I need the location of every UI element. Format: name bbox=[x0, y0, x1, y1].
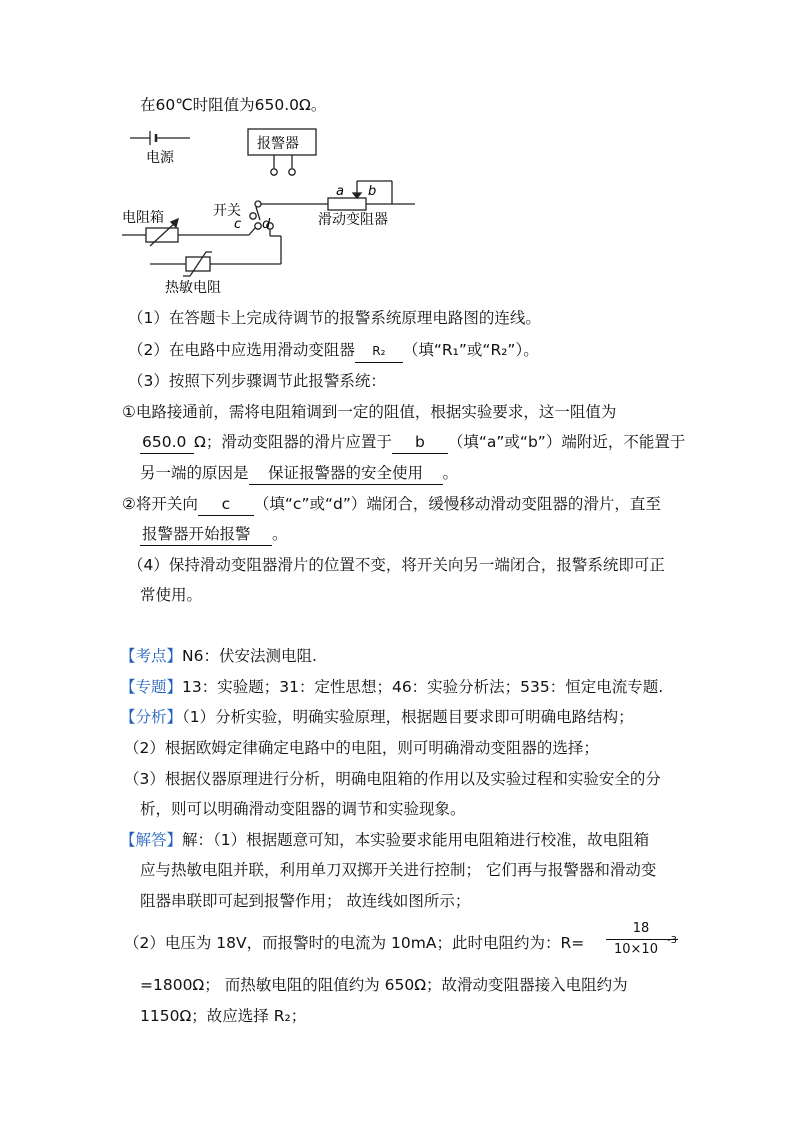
step2-text2b: 。 bbox=[272, 525, 288, 543]
fenxi-line1 bbox=[120, 706, 634, 728]
switch-label: 开关 bbox=[213, 203, 241, 219]
question-2 bbox=[128, 339, 539, 363]
step2-answer2: 报警器开始报警 bbox=[140, 523, 272, 546]
rheostat-label: 滑动变阻器 bbox=[318, 212, 388, 228]
jieda-line2: 应与热敏电阻并联，利用单刀双掷开关进行控制； 它们再与报警器和滑动变 bbox=[140, 861, 657, 879]
question-1: （1）在答题卡上完成待调节的报警系统原理电路图的连线。 bbox=[128, 309, 541, 327]
zhuanti-tag: 【专题】 bbox=[120, 678, 183, 696]
kaodian-line bbox=[120, 645, 317, 667]
alarm-label: 报警器 bbox=[257, 136, 299, 152]
question-4-line1: （4）保持滑动变阻器滑片的位置不变，将开关向另一端闭合，报警系统即可正 bbox=[128, 556, 665, 574]
fraction-numerator: 18 bbox=[632, 921, 650, 936]
step1-line3 bbox=[140, 462, 458, 485]
step2-text1a: ②将开关向 bbox=[122, 495, 198, 513]
kaodian-text: N6：伏安法测电阻. bbox=[182, 647, 317, 665]
step1-answer3: 保证报警器的安全使用 bbox=[249, 462, 443, 485]
step1-answer1: 650.0 bbox=[140, 431, 194, 454]
thermistor-label: 热敏电阻 bbox=[165, 280, 221, 296]
power-label: 电源 bbox=[146, 150, 174, 166]
q2-answer: R₂ bbox=[355, 340, 403, 363]
step1-text2b: （填“a”或“b”）端附近，不能置于 bbox=[447, 433, 686, 451]
jieda-line5: =1800Ω； 而热敏电阻的阻值约为 650Ω；故滑动变阻器接入电阻约为 bbox=[140, 976, 628, 994]
fenxi-text1: （1）分析实验，明确实验原理，根据题目要求即可明确电路结构； bbox=[182, 708, 634, 726]
fraction-exponent: -3 bbox=[667, 935, 677, 946]
intro-line: 在60℃时阻值为650.0Ω。 bbox=[140, 96, 327, 114]
step1-text3a: 另一端的原因是 bbox=[140, 464, 249, 482]
jieda-tag: 【解答】 bbox=[120, 831, 183, 849]
fenxi-line3: （3）根据仪器原理进行分析，明确电阻箱的作用以及实验过程和实验安全的分 bbox=[124, 770, 661, 788]
q2-post: （填“R₁”或“R₂”）。 bbox=[402, 341, 539, 359]
circuit-diagram bbox=[0, 120, 800, 420]
step1-line1: ①电路接通前，需将电阻箱调到一定的阻值，根据实验要求，这一阻值为 bbox=[122, 403, 617, 421]
jieda-line3: 阻器串联即可起到报警作用； 故连线如图所示； bbox=[140, 892, 471, 910]
jieda-text1: 解：（1）根据题意可知，本实验要求能用电阻箱进行校准，故电阻箱 bbox=[182, 831, 650, 849]
step2-text1b: （填“c”或“d”）端闭合，缓慢移动滑动变阻器的滑片，直至 bbox=[253, 495, 661, 513]
jieda-line1 bbox=[120, 829, 649, 851]
b-label: b bbox=[368, 184, 377, 199]
step1-answer2: b bbox=[392, 431, 448, 454]
c-label: c bbox=[234, 217, 242, 232]
question-3: （3）按照下列步骤调节此报警系统： bbox=[128, 372, 386, 390]
jieda-line4: （2）电压为 18V，而报警时的电流为 10mA；此时电阻约为：R= bbox=[124, 934, 585, 952]
zhuanti-text: 13：实验题；31：定性思想；46：实验分析法；535：恒定电流专题. bbox=[182, 678, 664, 696]
step1-text2a: Ω；滑动变阻器的滑片应置于 bbox=[194, 433, 392, 451]
step1-line2 bbox=[140, 431, 685, 454]
q2-pre: （2）在电路中应选用滑动变阻器 bbox=[128, 341, 355, 359]
fenxi-tag: 【分析】 bbox=[120, 708, 183, 726]
question-4-line2: 常使用。 bbox=[140, 586, 203, 604]
fenxi-line4: 析，则可以明确滑动变阻器的调节和实验现象。 bbox=[140, 800, 466, 818]
jieda-line6: 1150Ω；故应选择 R₂； bbox=[140, 1007, 307, 1025]
step2-line1 bbox=[122, 493, 661, 516]
step2-line2 bbox=[140, 523, 288, 546]
fenxi-line2: （2）根据欧姆定律确定电路中的电阻，则可明确滑动变阻器的选择； bbox=[124, 739, 599, 757]
fraction-denominator: 10×10 bbox=[614, 942, 658, 957]
step1-text3b: 。 bbox=[442, 464, 459, 482]
d-label: d bbox=[262, 217, 271, 232]
a-label: a bbox=[336, 184, 344, 199]
step2-answer1: c bbox=[198, 493, 254, 516]
resistance-box-label: 电阻箱 bbox=[122, 210, 164, 226]
zhuanti-line bbox=[120, 676, 663, 698]
kaodian-tag: 【考点】 bbox=[120, 647, 183, 665]
